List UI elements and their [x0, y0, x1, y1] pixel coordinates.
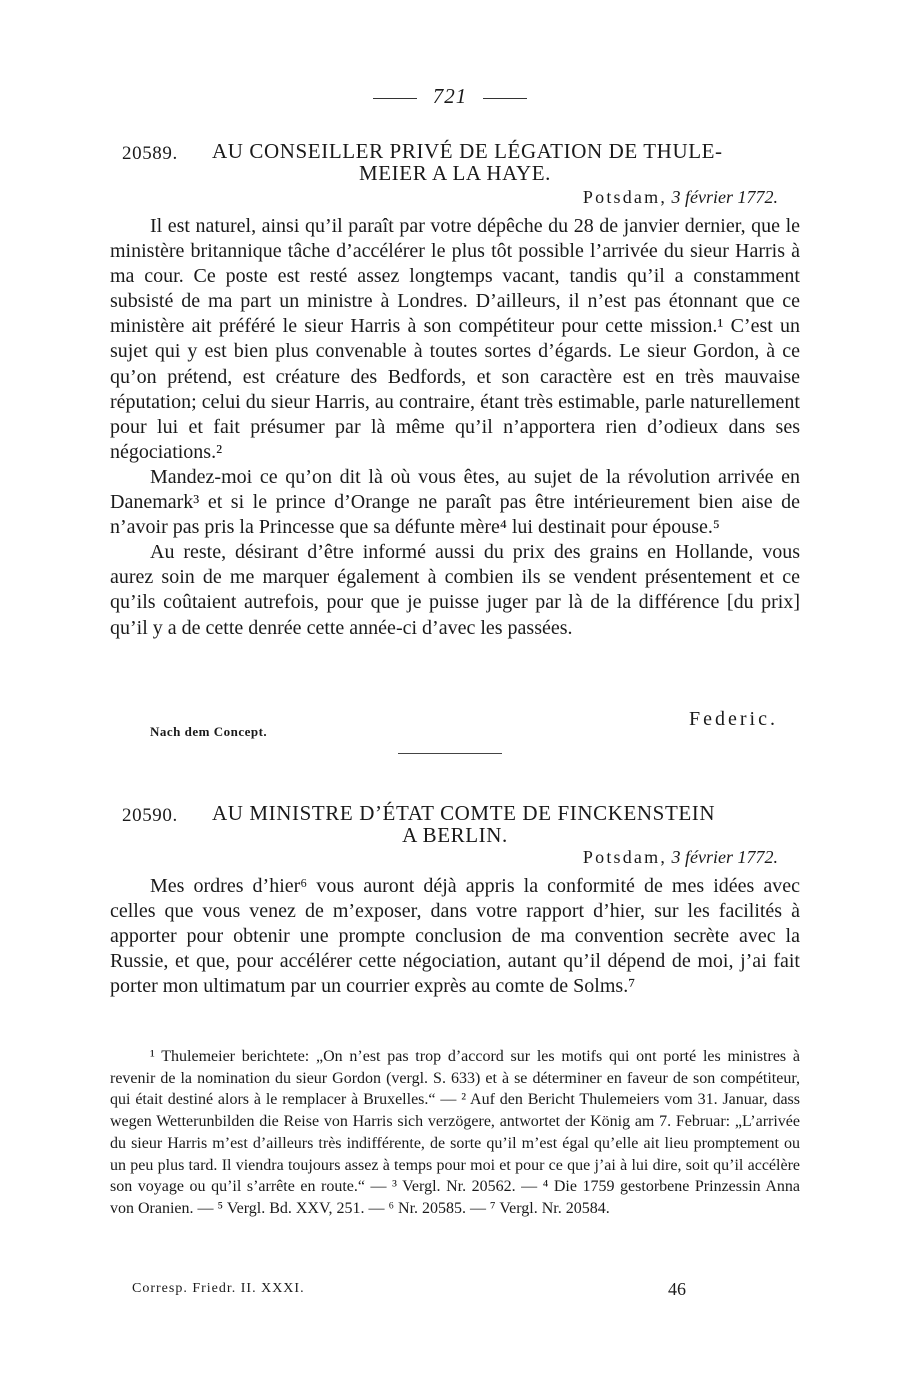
letter1-number: 20589.: [122, 143, 178, 164]
letter1-body: [110, 214, 800, 641]
letter1-place: Potsdam,: [582, 187, 668, 207]
letter1-paragraph-3: Au reste, désirant d’être informé aussi du prix des grains en Hollande, vous aurez soin de me marquer également à combien ils se vendent présentement et ce qu’ils coûtaient autrefois, pour que je puisse juger par là de la différence [du prix] qu’il y a de cette denrée cette année-ci d’avec les passées.: [110, 541, 800, 639]
letter2-place: Potsdam,: [582, 847, 668, 867]
footer-signature-mark: Corresp. Friedr. II. XXXI.: [132, 1281, 305, 1296]
section-divider: [398, 753, 502, 754]
letter2-heading-line1: AU MINISTRE D’ÉTAT COMTE DE FINCKENSTEIN: [212, 801, 716, 825]
letter1-paragraph-1: Il est naturel, ainsi qu’il paraît par votre dépêche du 28 de janvier dernier, que le ministère britannique tâche d’accélérer le plus tôt possible l’arrivée du sieur Harris à ma cour. Ce poste est resté assez longtemps vacant, tandis qu’il a constamment subsisté de ma part un ministre à Londres. D’ailleurs, il n’est pas étonnant que ce ministère ait préféré le sieur Harris à son compétiteur pour cette mission.¹ C’est un sujet qui y est bien plus convenable à toutes sortes d’égards. Le sieur Gordon, à ce qu’on prétend, est créature des Bedfords, et son caractère est en très mauvaise réputation; celui du sieur Harris, au contraire, étant très estimable, parle naturellement pour lui et fait présumer par là même qu’il n’apportera rien d’odieux dans ses négociations.²: [110, 215, 800, 463]
letter2-date: 3 février 1772.: [671, 847, 778, 867]
letter1-source-note: Nach dem Concept.: [150, 724, 268, 739]
letter2-body: [110, 874, 800, 999]
letter1-dateline: [583, 187, 778, 208]
page-number-rule-left: [373, 98, 417, 99]
letter1-date: 3 février 1772.: [671, 187, 778, 207]
page-number-rule-right: [483, 98, 527, 99]
letter1-heading-line1: AU CONSEILLER PRIVÉ DE LÉGATION DE THULE-: [212, 139, 723, 163]
page-number-line: [0, 84, 900, 109]
footnotes-text: ¹ Thulemeier berichtete: „On n’est pas trop d’accord sur les motifs qui ont porté les ministres à revenir de la nomination du sieur Gordon (vergl. S. 633) et à se déterminer en faveur de son compétiteur, qui était destiné alors à le remplacer à Bruxelles.“ — ² Auf den Bericht Thulemeiers vom 31. Januar, dass wegen Wetterunbilden die Reise von Harris sich verzögere, antwortet der König am 7. Februar: „L’arrivée du sieur Harris m’est d’ailleurs très indifférente, de sorte qu’il m’est égal qu’elle ait lieu promptement ou un peu plus tard. Il viendra toujours assez à temps pour moi et pour ce que j’ai à lui dire, soit qu’il accélère son voyage ou qu’il s’arrête en route.“ — ³ Vergl. Nr. 20562. — ⁴ Die 1759 gestorbene Prinzessin Anna von Oranien. — ⁵ Vergl. Bd. XXV, 251. — ⁶ Nr. 20585. — ⁷ Vergl. Nr. 20584.: [110, 1048, 800, 1217]
footnotes: [110, 1046, 800, 1220]
letter2-dateline: [583, 847, 778, 868]
letter1-heading-line2: MEIER A LA HAYE.: [358, 161, 551, 185]
letter2-paragraph-1: Mes ordres d’hier⁶ vous auront déjà appris la conformité de mes idées avec celles que vous venez de m’exposer, dans votre rapport d’hier, sur les facilités à apporter pour obtenir une prompte conclusion de ma convention secrète avec la Russie, et que, pour accélérer cette négociation, autant qu’il dépend de moi, j’ai fait porter mon ultimatum par un courrier exprès au comte de Solms.⁷: [110, 875, 800, 998]
letter1-signature: Federic.: [689, 708, 778, 730]
letter2-number: 20590.: [122, 805, 178, 826]
letter2-heading-line2: A BERLIN.: [402, 823, 508, 847]
page-number: 721: [432, 84, 468, 108]
footer-sheet-number: 46: [668, 1279, 686, 1299]
letter1-paragraph-2: Mandez-moi ce qu’on dit là où vous êtes, au sujet de la révolution arrivée en Danemark³ et si le prince d’Orange ne paraît pas être intérieurement bien aise de n’avoir pas pris la Princesse que sa défunte mère⁴ lui destinait pour épouse.⁵: [110, 465, 800, 539]
